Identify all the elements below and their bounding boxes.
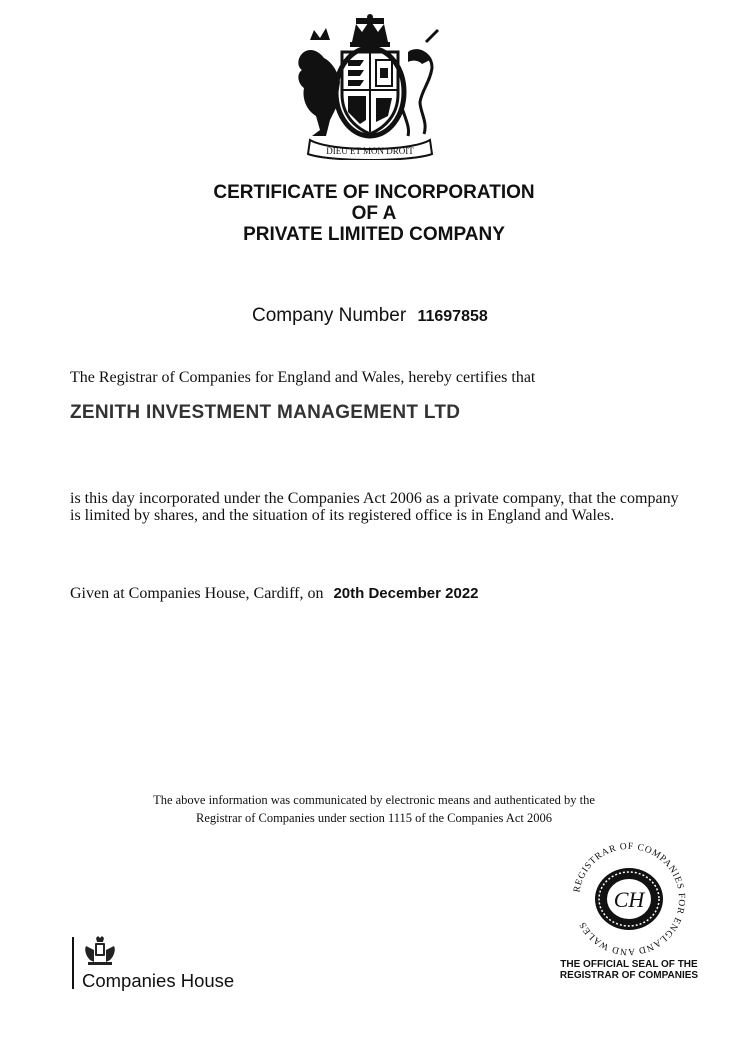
company-number-label: Company Number bbox=[252, 305, 407, 326]
company-name: ZENITH INVESTMENT MANAGEMENT LTD bbox=[70, 402, 461, 423]
crest-icon bbox=[82, 936, 118, 966]
seal-caption-line-2: REGISTRAR OF COMPANIES bbox=[559, 970, 699, 981]
certificate-title bbox=[0, 182, 748, 245]
logo-divider-bar bbox=[72, 937, 74, 989]
given-at-text: Given at Companies House, Cardiff, on bbox=[70, 585, 324, 602]
seal-ring-text: REGISTRAR OF COMPANIES FOR ENGLAND AND WALES bbox=[572, 841, 687, 957]
incorporation-statement: is this day incorporated under the Companies Act 2006 as a private company, that the company is limited by shares, and the situation of its registered office is in England and Wales. bbox=[70, 490, 679, 524]
electronic-authentication-note bbox=[0, 791, 748, 827]
incorporation-date: 20th December 2022 bbox=[333, 585, 479, 602]
seal-caption-line-1: THE OFFICIAL SEAL OF THE bbox=[560, 959, 698, 970]
royal-coat-of-arms-icon bbox=[290, 12, 450, 160]
official-seal-icon bbox=[570, 840, 688, 958]
title-line-1: CERTIFICATE OF INCORPORATION bbox=[213, 182, 535, 203]
seal-monogram: CH bbox=[613, 887, 645, 912]
note-line-1: The above information was communicated by electronic means and authenticated by the bbox=[153, 793, 595, 807]
seal-caption bbox=[545, 959, 713, 981]
company-number-value: 11697858 bbox=[417, 308, 488, 325]
given-at-line bbox=[70, 585, 479, 603]
title-line-2: OF A bbox=[351, 203, 397, 224]
note-line-2: Registrar of Companies under section 1115 of the Companies Act 2006 bbox=[196, 811, 552, 825]
registrar-statement: The Registrar of Companies for England and Wales, hereby certifies that bbox=[70, 369, 536, 386]
company-number-line bbox=[252, 305, 488, 327]
motto-text: DIEU ET MON DROIT bbox=[326, 146, 414, 156]
companies-house-logo-text: Companies House bbox=[82, 970, 235, 991]
title-line-3: PRIVATE LIMITED COMPANY bbox=[243, 224, 505, 245]
